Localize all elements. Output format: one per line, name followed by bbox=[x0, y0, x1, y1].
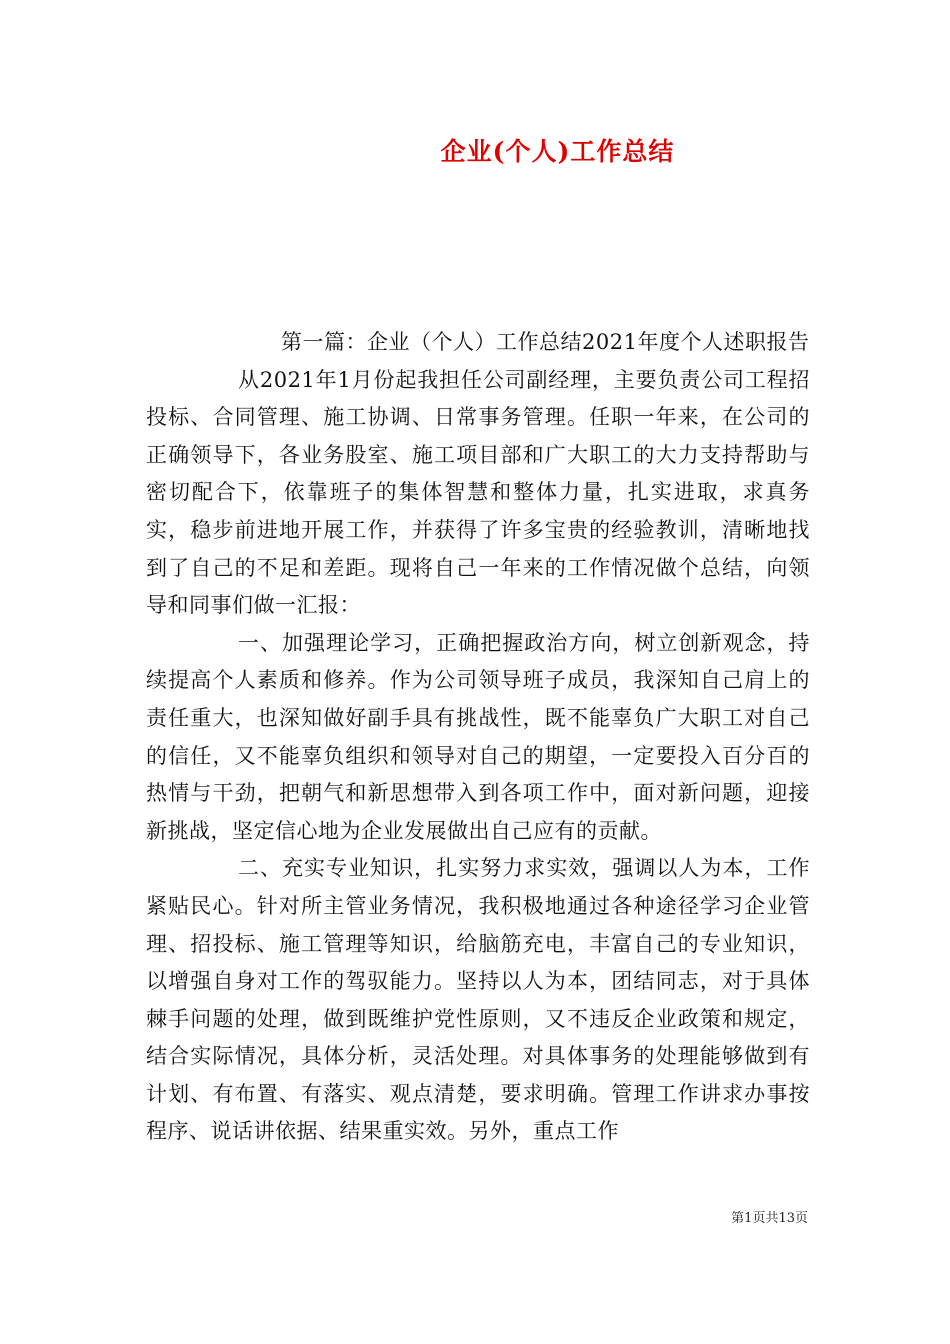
paragraph-intro: 从2021年1月份起我担任公司副经理，主要负责公司工程招投标、合同管理、施工协调、日常事务管理。任职一年来，在公司的正确领导下，各业务股室、施工项目部和广大职工的大力支持帮助与密切配合下，依靠班子的集体智慧和整体力量，扎实进取，求真务实，稳步前进地开展工作，并获得了许多宝贵的经验教训，清晰地找到了自己的不足和差距。现将自己一年来的工作情况做个总结，向领导和同事们做一汇报： bbox=[146, 367, 810, 618]
paragraph-point-one: 一、加强理论学习，正确把握政治方向，树立创新观念，持续提高个人素质和修养。作为公司领导班子成员，我深知自己肩上的责任重大，也深知做好副手具有挑战性，既不能辜负广大职工对自己的信任，又不能辜负组织和领导对自己的期望，一定要投入百分百的热情与干劲，把朝气和新思想带入到各项工作中，面对新问题，迎接新挑战，坚定信心地为企业发展做出自己应有的贡献。 bbox=[146, 630, 810, 843]
document-body bbox=[146, 324, 810, 1151]
document-title bbox=[0, 132, 950, 168]
section-heading: 第一篇：企业（个人）工作总结2021年度个人述职报告 bbox=[281, 330, 810, 354]
paragraph-point-two: 二、充实专业知识，扎实努力求实效，强调以人为本，工作紧贴民心。针对所主管业务情况，我积极地通过各种途径学习企业管理、招投标、施工管理等知识，给脑筋充电，丰富自己的专业知识，以增强自身对工作的驾驭能力。坚持以人为本，团结同志，对于具体棘手问题的处理，做到既维护党性原则，又不违反企业政策和规定，结合实际情况，具体分析，灵活处理。对具体事务的处理能够做到有计划、有布置、有落实、观点清楚，要求明确。管理工作讲求办事按程序、说话讲依据、结果重实效。另外，重点工作 bbox=[146, 856, 810, 1144]
page-number: 第1页共13页 bbox=[731, 1211, 808, 1226]
document-title-text: 企业(个人)工作总结 bbox=[440, 137, 675, 166]
